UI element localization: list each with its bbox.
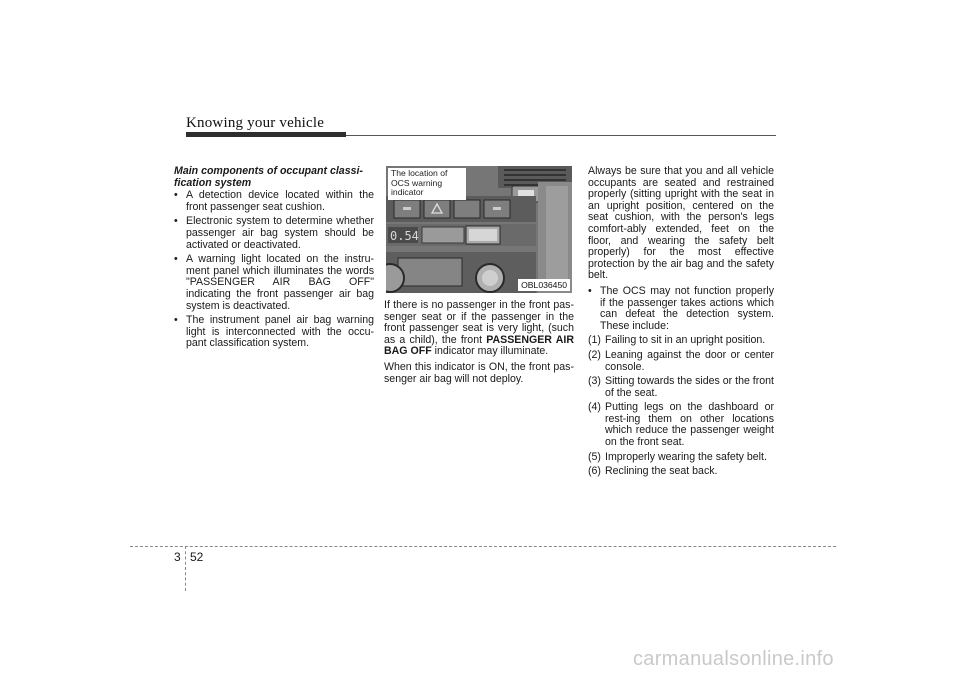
watermark: carmanualsonline.info [633,648,834,670]
warning-list [588,286,774,332]
ocs-indicator-photo [386,166,572,293]
list-item: (5) Improperly wearing the safety belt. [588,450,767,463]
figure-code: OBL036450 [518,279,570,291]
indicator-name: PASSENGER AIR BAG OFF [384,333,574,358]
paragraph: If there is no passenger in the front pas-senger seat or if the passenger in the front passenger seat is very light, (such as a child), the front PASSENGER AIR BAG OFF indicator may illuminate. [384,299,574,358]
bullet-icon: • [174,253,178,266]
section-number: 3 [174,550,181,564]
page-number: 52 [190,550,204,564]
bullet-icon: • [588,284,592,297]
list-item: (6) Reclining the seat back. [588,465,718,478]
list-item: (2) Leaning against the door or center console. [588,348,774,373]
list-item: (4) Putting legs on the dashboard or rest-ing them on other locations which reduce the passenger weight on the front seat. [588,401,774,449]
footer-divider [185,546,186,591]
paragraph: When this indicator is ON, the front pas-senger air bag will not deploy. [384,360,574,385]
list-item: • The instrument panel air bag warning light is interconnected with the occu-pant classification system. [174,314,374,350]
component-list [174,190,374,350]
header-rule [346,135,776,136]
display-readout: 0.54 [390,229,419,243]
list-item: • A warning light located on the instru-ment panel which illuminates the words "PASSENGER AIR BAG OFF" indicating the front passenger air bag system is deactivated. [174,253,374,312]
list-item: • Electronic system to determine whether passenger air bag system should be activated or deactivated. [174,215,374,251]
defeat-actions-list [588,335,774,478]
chapter-title: Knowing your vehicle [186,115,325,131]
header-bar [186,132,346,137]
list-item: (1) Failing to sit in an upright position. [588,334,766,347]
footer-rule [130,546,836,547]
list-item: (3) Sitting towards the sides or the front of the seat. [588,375,774,399]
paragraph: Always be sure that you and all vehicle occupants are seated and restrained properly (sitting upright with the seat in an upright position, centered on the seat cushion, with the person's legs comfort-ably extended, feet on the floor, and wearing the safety belt properly) for the most effective protection by the air bag and the safety belt. [588,165,774,282]
bullet-icon: • [174,314,178,327]
column-seating-guidance [588,166,774,481]
bullet-icon: • [174,215,178,228]
column-occupant-classification [174,166,374,353]
bullet-icon: • [174,189,178,202]
subheading-line-1: Main components of occupant classi- [174,165,363,177]
list-item: • A detection device located within the front passenger seat cushion. [174,189,374,213]
column-indicator-explanation [384,300,574,389]
list-item: • The OCS may not function properly if the passenger takes actions which can defeat the detection system. These include: [588,284,774,332]
figure-caption: The location of OCS warning indicator [388,168,466,200]
subheading [174,166,374,189]
subheading-line-2: fication system [174,176,252,189]
